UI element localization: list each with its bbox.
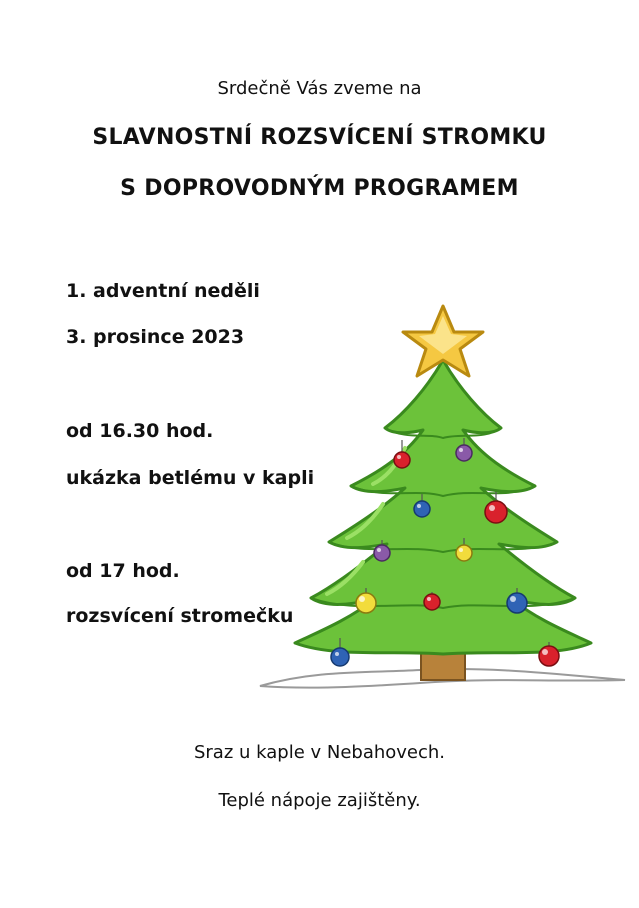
time-first: od 16.30 hod. bbox=[66, 420, 214, 442]
activity-second: rozsvícení stromečku bbox=[66, 605, 294, 627]
ornament-blue bbox=[331, 648, 349, 666]
ornament-blue bbox=[414, 501, 430, 517]
ornament-yellow bbox=[356, 593, 376, 613]
ornament-red bbox=[485, 501, 507, 523]
meeting-point: Sraz u kaple v Nebahovech. bbox=[193, 742, 446, 763]
event-date: 3. prosince 2023 bbox=[66, 326, 245, 348]
invitation-intro: Srdečně Vás zveme na bbox=[217, 78, 422, 99]
tree-body bbox=[295, 360, 591, 654]
ornament-red bbox=[424, 594, 440, 610]
title-line-2: S DOPROVODNÝM PROGRAMEM bbox=[120, 176, 519, 201]
time-second: od 17 hod. bbox=[66, 560, 180, 582]
drinks-note: Teplé nápoje zajištěny. bbox=[218, 790, 421, 811]
activity-first: ukázka betlému v kapli bbox=[66, 467, 315, 489]
ornament-red bbox=[394, 452, 410, 468]
ornament-yellow bbox=[456, 545, 472, 561]
christmas-tree-icon bbox=[255, 298, 630, 698]
ornament-red bbox=[539, 646, 559, 666]
ornament-purple bbox=[374, 545, 390, 561]
title-line-1: SLAVNOSTNÍ ROZSVÍCENÍ STROMKU bbox=[92, 125, 547, 150]
ornament-purple bbox=[456, 445, 472, 461]
event-day: 1. adventní neděli bbox=[66, 280, 260, 302]
ornament-blue bbox=[507, 593, 527, 613]
